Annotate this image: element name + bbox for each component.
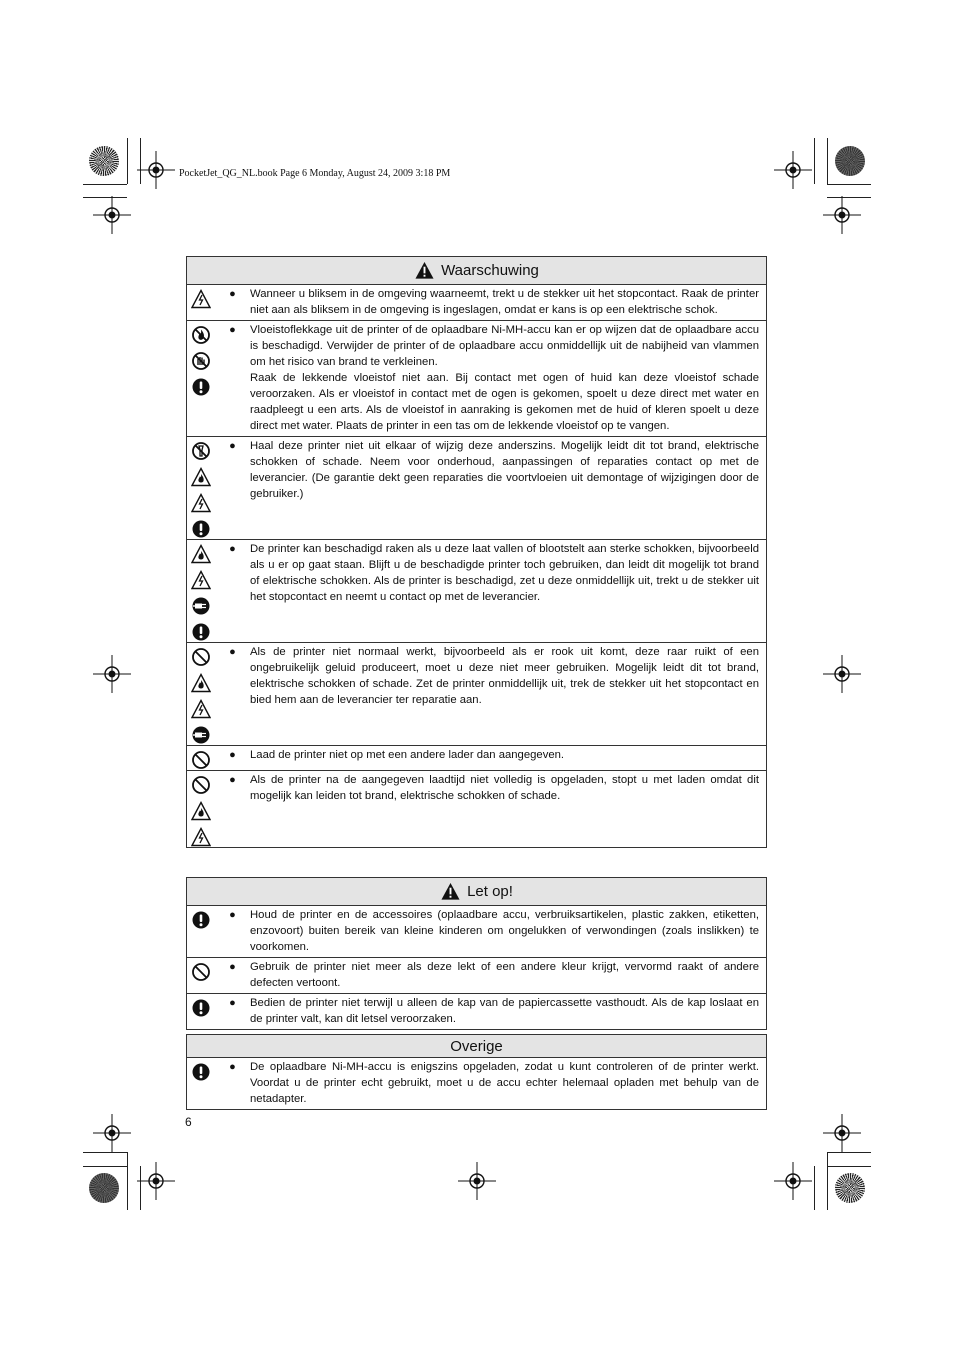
safety-icon-column <box>187 771 215 847</box>
item-paragraph: Laad de printer niet op met een andere lader dan aangegeven. <box>250 749 565 761</box>
item-paragraph: Bedien de printer niet terwijl u alleen de kap van de papiercassette vasthoudt. Als de kap loslaat en de printer valt, kan dit letsel veroorzaken. <box>250 997 759 1025</box>
bullet-icon: ● <box>229 774 236 786</box>
list-item <box>187 746 766 771</box>
other-section <box>186 1034 767 1110</box>
safety-icon-column <box>187 437 215 539</box>
item-paragraph: Houd de printer en de accessoires (oplaadbare accu, verbruiksartikelen, plastic zakken, etiketten, enzovoort) buiten bereik van kleine kinderen om ongelukken of verwondingen (zoals inslikken) te voorkomen. <box>250 909 759 953</box>
item-text <box>250 321 766 436</box>
bullet-icon: ● <box>229 997 236 1009</box>
item-paragraph: Wanneer u bliksem in de omgeving waarneemt, trekt u de stekker uit het stopcontact. Raak de printer niet aan als bliksem in de omgeving is ingeslagen, omdat er kans is op een elektrische schok. <box>250 288 759 316</box>
section-heading <box>187 257 766 285</box>
mandatory-icon <box>191 519 211 539</box>
mandatory-icon <box>191 377 211 397</box>
prohibited-icon <box>191 647 211 667</box>
electric-shock-icon <box>191 699 211 719</box>
prohibited-icon <box>191 775 211 795</box>
safety-icon-column <box>187 958 215 993</box>
starburst-mark-icon <box>89 146 119 176</box>
item-paragraph: Als de printer na de aangegeven laadtijd niet volledig is opgeladen, stopt u met laden omdat dit mogelijk kan leiden tot brand, elektrische schokken of schade. <box>250 774 759 802</box>
bullet-icon: ● <box>229 749 236 761</box>
item-text <box>250 906 766 957</box>
item-paragraph: Haal deze printer niet uit elkaar of wijzig deze anderszins. Mogelijk leidt dit tot brand, elektrische schokken of schade. Neem voor onderhoud, aanpassingen of reparaties contact op met de leverancier. (De garantie dekt geen reparaties die voortvloeien uit demontage of wijzigingen door de gebruiker.) <box>250 440 759 500</box>
caution-section <box>186 877 767 1030</box>
prohibited-icon <box>191 750 211 770</box>
registration-target-icon <box>823 1114 861 1152</box>
list-item <box>187 1058 766 1109</box>
fire-hazard-icon <box>191 673 211 693</box>
safety-icon-column <box>187 285 215 320</box>
electric-shock-icon <box>191 289 211 309</box>
list-item <box>187 540 766 643</box>
warning-triangle-icon <box>414 261 435 280</box>
registration-target-icon <box>93 196 131 234</box>
item-text <box>250 746 766 770</box>
bullet-icon: ● <box>229 909 236 921</box>
list-item <box>187 643 766 746</box>
list-item <box>187 771 766 847</box>
fire-hazard-icon <box>191 467 211 487</box>
item-text <box>250 1058 766 1109</box>
starburst-mark-icon <box>835 146 865 176</box>
warning-section <box>186 256 767 848</box>
list-item <box>187 437 766 540</box>
list-item <box>187 321 766 437</box>
electric-shock-icon <box>191 493 211 513</box>
prohibited-icon <box>191 962 211 982</box>
mandatory-icon <box>191 910 211 930</box>
item-paragraph: Vloeistoflekkage uit de printer of de oplaadbare Ni-MH-accu kan er op wijzen dat de oplaadbare accu is beschadigd. Verwijder de printer of de oplaadbare accu onmiddellijk uit de nabijheid van vlammen om het risico van brand te verkleinen. <box>250 324 759 368</box>
item-text <box>250 437 766 539</box>
section-title: Waarschuwing <box>441 262 539 279</box>
item-paragraph: Raak de lekkende vloeistof niet aan. Bij contact met ogen of huid kan deze vloeistof schade veroorzaken. Als er vloeistof in contact met de ogen is gekomen, spoelt u deze direct met water en raadpleegt u een arts. Als de vloeistof in aanraking is gekomen met de huid of kleren spoelt u deze direct met water. Plaats de printer in een tas om de lekkende vloeistof op te vangen. <box>250 372 759 432</box>
book-header: PocketJet_QG_NL.book Page 6 Monday, August 24, 2009 3:18 PM <box>179 168 451 179</box>
electric-shock-icon <box>191 570 211 590</box>
registration-target-icon <box>774 151 812 189</box>
unplug-icon <box>191 596 211 616</box>
section-heading <box>187 878 766 906</box>
bullet-icon: ● <box>229 646 236 658</box>
safety-icon-column <box>187 994 215 1029</box>
section-title: Overige <box>450 1037 503 1055</box>
caution-items <box>187 906 766 1029</box>
safety-icon-column <box>187 1058 215 1109</box>
other-items <box>187 1058 766 1109</box>
no-disassembly-icon <box>191 441 211 461</box>
do-not-touch-icon <box>191 351 211 371</box>
list-item <box>187 285 766 321</box>
registration-target-icon <box>93 1114 131 1152</box>
bullet-icon: ● <box>229 440 236 452</box>
item-text <box>250 285 766 320</box>
starburst-mark-icon <box>89 1173 119 1203</box>
electric-shock-icon <box>191 827 211 847</box>
warning-items <box>187 285 766 847</box>
bullet-icon: ● <box>229 1061 236 1073</box>
mandatory-icon <box>191 1062 211 1082</box>
bullet-icon: ● <box>229 324 236 336</box>
registration-target-icon <box>823 655 861 693</box>
safety-icon-column <box>187 746 215 770</box>
registration-target-icon <box>823 196 861 234</box>
bullet-icon: ● <box>229 288 236 300</box>
registration-target-icon <box>774 1162 812 1200</box>
no-fire-icon <box>191 325 211 345</box>
bullet-icon: ● <box>229 961 236 973</box>
safety-icon-column <box>187 906 215 957</box>
starburst-mark-icon <box>835 1173 865 1203</box>
registration-target-icon <box>458 1162 496 1200</box>
unplug-icon <box>191 725 211 745</box>
mandatory-icon <box>191 998 211 1018</box>
safety-icon-column <box>187 321 215 436</box>
item-paragraph: De oplaadbare Ni-MH-accu is enigszins opgeladen, zodat u kunt controleren of de printer werkt. Voordat u de printer echt gebruikt, moet u de accu echter helemaal opladen met behulp van de netadapter. <box>250 1061 759 1105</box>
item-text <box>250 643 766 745</box>
warning-triangle-icon <box>440 882 461 901</box>
item-paragraph: Gebruik de printer niet meer als deze lekt of een andere kleur krijgt, vervormd raakt of andere defecten vertoont. <box>250 961 759 989</box>
safety-icon-column <box>187 540 215 642</box>
list-item <box>187 958 766 994</box>
list-item <box>187 906 766 958</box>
fire-hazard-icon <box>191 801 211 821</box>
item-text <box>250 771 766 847</box>
registration-target-icon <box>93 655 131 693</box>
bullet-icon: ● <box>229 543 236 555</box>
mandatory-icon <box>191 622 211 642</box>
registration-target-icon <box>137 1162 175 1200</box>
registration-target-icon <box>137 151 175 189</box>
item-paragraph: De printer kan beschadigd raken als u deze laat vallen of blootstelt aan sterke schokken, bijvoorbeeld als u er op gaat staan. Blijft u de beschadigde printer toch gebruiken, dan leidt dit mogelijk tot brand of elektrische schokken. Als de printer is beschadigd, zet u deze onmiddellijk uit, trekt u de stekker uit het stopcontact en neemt u contact op met de leverancier. <box>250 543 759 603</box>
item-paragraph: Als de printer niet normaal werkt, bijvoorbeeld als er rook uit komt, deze raar ruikt of een ongebruikelijk geluid produceert, moet u deze niet meer gebruiken. Mogelijk leidt dit tot brand, elektrische schokken of schade. Zet de printer onmiddellijk uit, trek de stekker uit het stopcontact en bied hem aan de leverancier ter reparatie aan. <box>250 646 759 706</box>
item-text <box>250 540 766 642</box>
item-text <box>250 958 766 993</box>
section-title: Let op! <box>467 883 513 900</box>
safety-icon-column <box>187 643 215 745</box>
fire-hazard-icon <box>191 544 211 564</box>
item-text <box>250 994 766 1029</box>
list-item <box>187 994 766 1029</box>
section-heading <box>187 1035 766 1058</box>
page-number: 6 <box>185 1115 192 1129</box>
